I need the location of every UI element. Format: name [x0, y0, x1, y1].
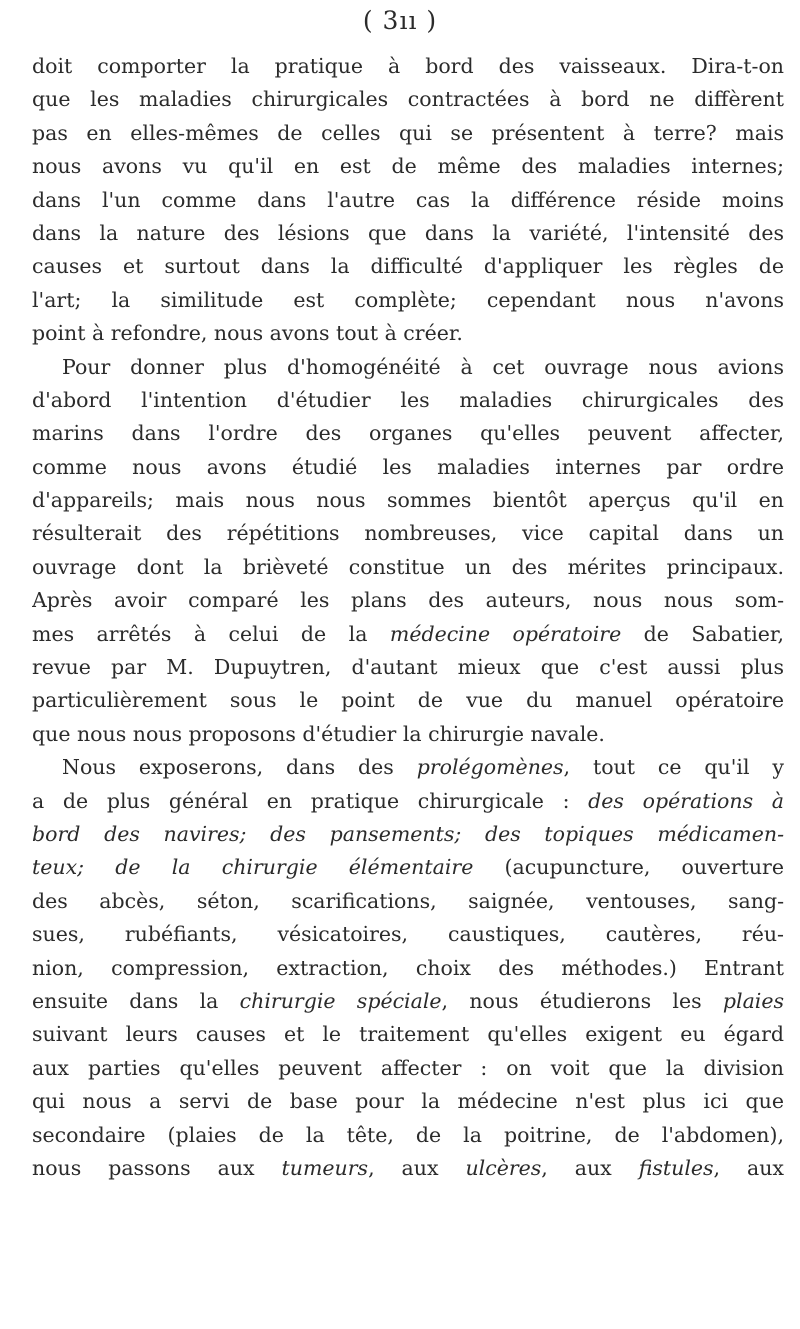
italic-text-segment: ulcères: [465, 1155, 542, 1180]
text-line: [32, 117, 784, 150]
text-segment: sues, rubéfiants, vésicatoires, caustiques, cautères, réu-: [32, 922, 784, 947]
text-segment: Pour donner plus d'homogénéité à cet ouvrage nous avions: [62, 354, 784, 379]
text-segment: d'appareils; mais nous nous sommes bientôt aperçus qu'il en: [32, 488, 784, 513]
text-line: [32, 618, 784, 651]
text-line: [32, 785, 784, 818]
text-segment: d'abord l'intention d'étudier les maladies chirurgicales des: [32, 387, 784, 412]
text-line: [32, 1119, 784, 1152]
text-segment: comme nous avons étudié les maladies internes par ordre: [32, 454, 784, 479]
italic-text-segment: bord des navires; des pansements; des topiques médicamen-: [32, 821, 784, 846]
text-line: [32, 918, 784, 951]
text-segment: Après avoir comparé les plans des auteurs, nous nous som-: [32, 588, 784, 613]
italic-text-segment: plaies: [722, 988, 784, 1013]
text-segment: Nous exposerons, dans des: [62, 755, 417, 780]
text-segment: que les maladies chirurgicales contractées à bord ne diffèrent: [32, 87, 784, 112]
text-line: [32, 751, 784, 784]
text-line: [32, 952, 784, 985]
text-segment: ensuite dans la: [32, 988, 240, 1013]
text-segment: causes et surtout dans la difficulté d'appliquer les règles de: [32, 254, 784, 279]
text-segment: résulterait des répétitions nombreuses, vice capital dans un: [32, 521, 784, 546]
italic-text-segment: des opérations à: [588, 788, 784, 813]
text-line: [32, 818, 784, 851]
text-segment: dans l'un comme dans l'autre cas la différence réside moins: [32, 187, 784, 212]
text-line: [32, 150, 784, 183]
text-line: [32, 484, 784, 517]
text-line: [32, 1152, 784, 1185]
text-line: [32, 50, 784, 83]
page-body-text: [32, 50, 784, 1185]
text-line: [32, 1018, 784, 1051]
text-line: [32, 451, 784, 484]
italic-text-segment: tumeurs: [281, 1155, 369, 1180]
text-line: [32, 517, 784, 550]
italic-text-segment: fistules: [638, 1155, 714, 1180]
text-line: [32, 885, 784, 918]
text-segment: l'art; la similitude est complète; cependant nous n'avons: [32, 287, 784, 312]
text-segment: , aux: [368, 1155, 466, 1180]
text-segment: que nous nous proposons d'étudier la chirurgie navale.: [32, 721, 605, 746]
italic-text-segment: médecine opératoire: [389, 621, 622, 646]
text-segment: revue par M. Dupuytren, d'autant mieux que c'est aussi plus: [32, 655, 784, 680]
italic-text-segment: prolégomènes: [416, 755, 564, 780]
text-line: [32, 83, 784, 116]
text-segment: dans la nature des lésions que dans la variété, l'intensité des: [32, 220, 784, 245]
text-segment: suivant leurs causes et le traitement qu'elles exigent eu égard: [32, 1022, 784, 1047]
text-line: [32, 284, 784, 317]
text-line: [32, 417, 784, 450]
text-line: [32, 551, 784, 584]
text-segment: , aux: [541, 1155, 639, 1180]
text-segment: secondaire (plaies de la tête, de la poitrine, de l'abdomen),: [32, 1122, 784, 1147]
text-segment: pas en elles-mêmes de celles qui se présentent à terre? mais: [32, 120, 784, 145]
text-segment: mes arrêtés à celui de la: [32, 621, 390, 646]
text-segment: marins dans l'ordre des organes qu'elles peuvent affecter,: [32, 421, 784, 446]
text-line: [32, 217, 784, 250]
text-line: [32, 184, 784, 217]
text-line: [32, 317, 784, 350]
text-line: [32, 651, 784, 684]
text-segment: aux parties qu'elles peuvent affecter : on voit que la division: [32, 1055, 784, 1080]
text-line: [32, 351, 784, 384]
text-line: [32, 584, 784, 617]
text-line: [32, 985, 784, 1018]
text-segment: , aux: [713, 1155, 784, 1180]
text-line: [32, 250, 784, 283]
text-segment: nion, compression, extraction, choix des méthodes.) Entrant: [32, 955, 784, 980]
text-segment: , tout ce qu'il y: [563, 755, 784, 780]
text-segment: a de plus général en pratique chirurgicale :: [32, 788, 589, 813]
text-line: [32, 1052, 784, 1085]
text-segment: qui nous a servi de base pour la médecine n'est plus ici que: [32, 1089, 784, 1114]
italic-text-segment: chirurgie spéciale: [239, 988, 442, 1013]
text-segment: nous avons vu qu'il en est de même des maladies internes;: [32, 154, 784, 179]
text-segment: particulièrement sous le point de vue du manuel opératoire: [32, 688, 784, 713]
text-line: [32, 684, 784, 717]
page-number-header: ( 3ıı ): [362, 6, 438, 35]
text-line: [32, 851, 784, 884]
text-segment: doit comporter la pratique à bord des vaisseaux. Dira-t-on: [32, 54, 784, 78]
text-segment: ouvrage dont la brièveté constitue un des mérites principaux.: [32, 554, 784, 579]
text-segment: point à refondre, nous avons tout à créer.: [32, 321, 463, 346]
text-line: [32, 718, 784, 751]
text-segment: nous passons aux: [32, 1155, 282, 1180]
italic-text-segment: teux; de la chirurgie élémentaire: [32, 855, 474, 880]
text-segment: (acupuncture, ouverture: [473, 855, 784, 880]
text-segment: , nous étudierons les: [441, 988, 723, 1013]
text-segment: de Sabatier,: [621, 621, 784, 646]
text-line: [32, 384, 784, 417]
text-segment: des abcès, séton, scarifications, saignée, ventouses, sang-: [32, 888, 784, 913]
text-line: [32, 1085, 784, 1118]
